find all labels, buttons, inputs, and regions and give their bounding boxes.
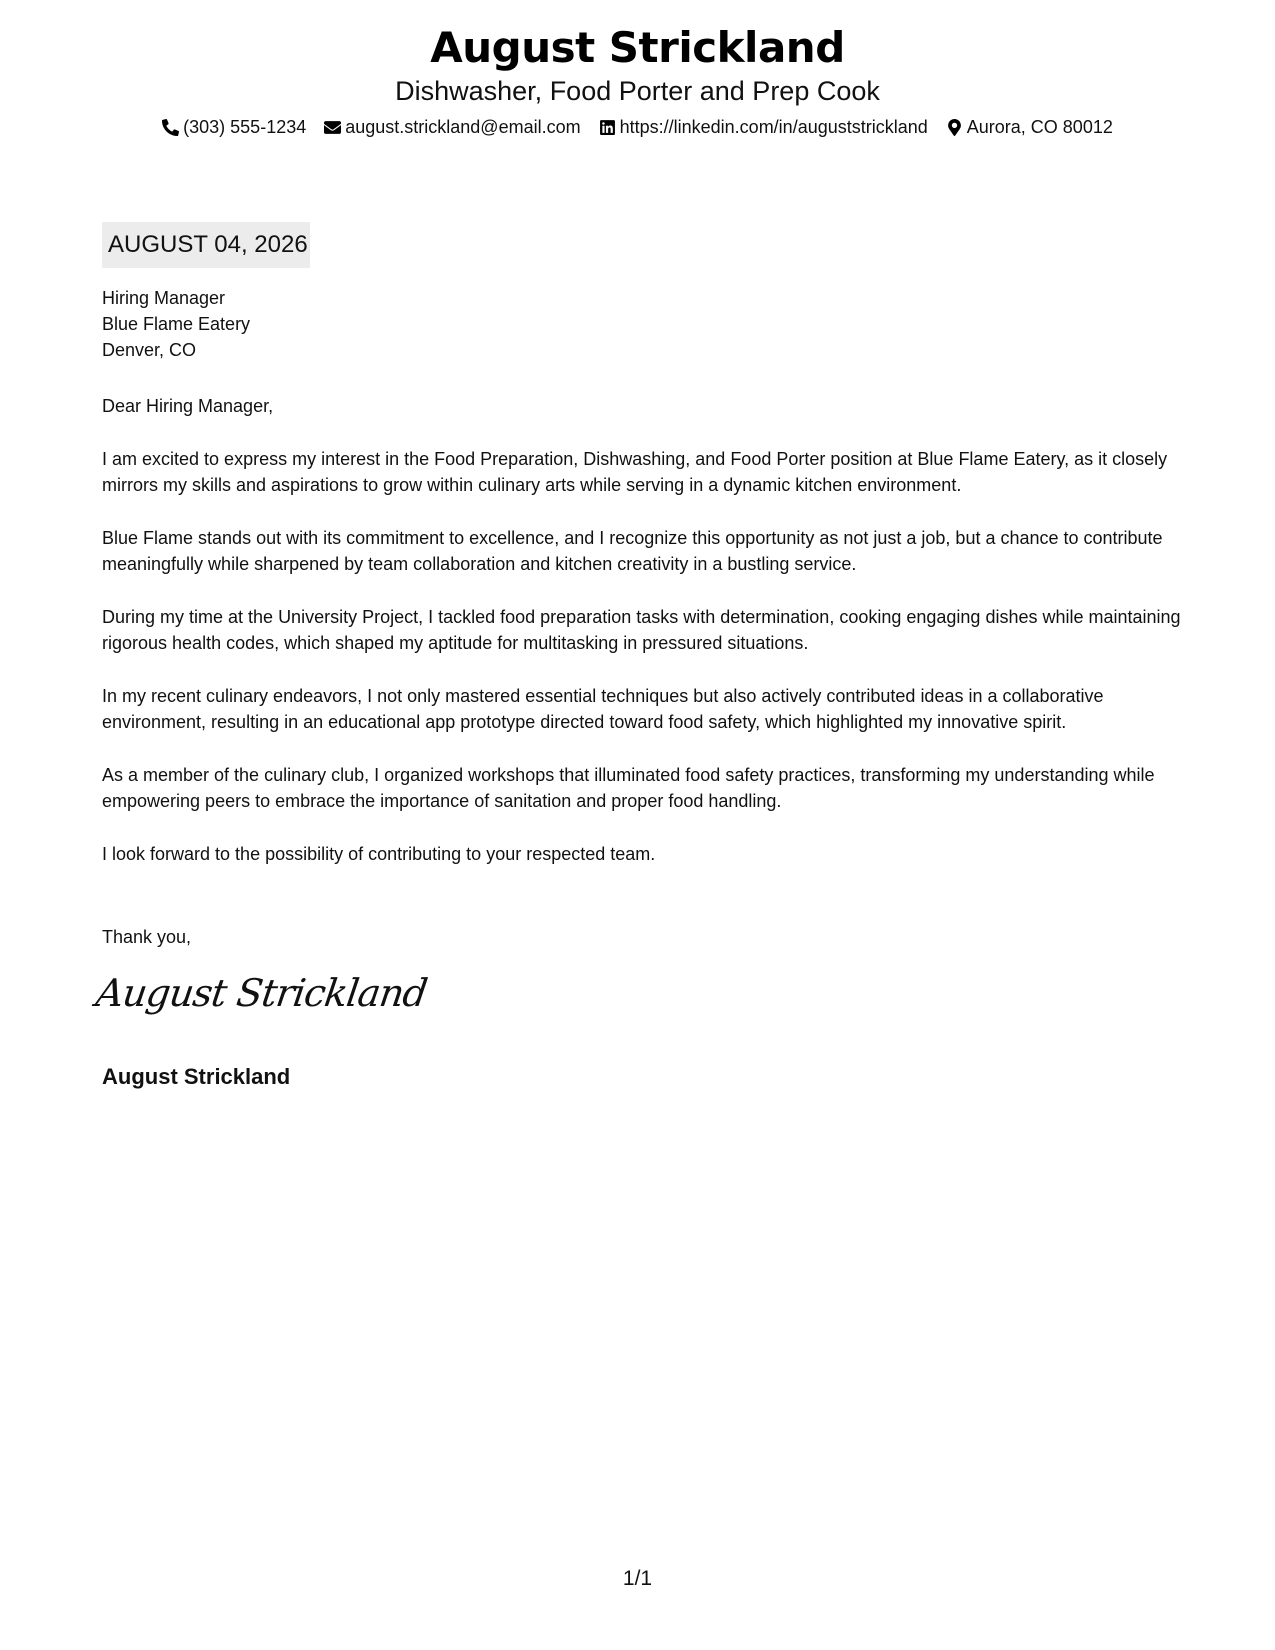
contact-email [324, 114, 580, 140]
recipient-block [102, 285, 1182, 363]
phone-number: (303) 555-1234 [183, 117, 307, 137]
map-marker-icon [946, 119, 963, 136]
letter-date: AUGUST 04, 2026 [102, 222, 310, 268]
contact-location [946, 114, 1113, 140]
email-address: august.strickland@email.com [345, 117, 581, 137]
body-paragraph: Blue Flame stands out with its commitment to excellence, and I recognize this opportunity as not just a job, but a chance to contribute meaningfully while sharpened by team collaboration and kitchen creativity in a bustling service. [102, 528, 1163, 574]
location-text: Aurora, CO 80012 [966, 117, 1113, 137]
body-paragraph: As a member of the culinary club, I organized workshops that illuminated food safety practices, transforming my understanding while empowering peers to embrace the importance of sanitation and proper food handling. [102, 765, 1155, 811]
salutation: Dear Hiring Manager, [102, 396, 274, 416]
recipient-company: Blue Flame Eatery [102, 314, 251, 334]
contact-info [0, 114, 1275, 140]
job-title: Dishwasher, Food Porter and Prep Cook [395, 76, 880, 106]
body-paragraph: I am excited to express my interest in the Food Preparation, Dishwashing, and Food Porter position at Blue Flame Eatery, as it closely mirrors my skills and aspirations to grow within culinary arts while serving in a dynamic kitchen environment. [102, 449, 1168, 495]
letter-header [0, 22, 1275, 140]
linkedin-url: https://linkedin.com/in/auguststrickland [619, 117, 928, 137]
phone-icon [162, 119, 179, 136]
signature-text: August Strickland [93, 972, 430, 1016]
page-number: 1/1 [622, 1567, 653, 1590]
recipient-title: Hiring Manager [102, 288, 226, 308]
envelope-icon [324, 119, 341, 136]
signature-image [93, 968, 430, 1020]
contact-linkedin [599, 114, 928, 140]
letter-body [102, 446, 1182, 894]
recipient-location: Denver, CO [102, 340, 197, 360]
linkedin-icon [599, 119, 616, 136]
signed-name: August Strickland [102, 1064, 291, 1089]
body-paragraph: During my time at the University Project, I tackled food preparation tasks with determination, cooking engaging dishes while maintaining rigorous health codes, which shaped my aptitude for multitasking in pressured situations. [102, 607, 1181, 653]
body-paragraph: In my recent culinary endeavors, I not only mastered essential techniques but also actively contributed ideas in a collaborative environment, resulting in an educational app prototype directed toward food safety, which highlighted my innovative spirit. [102, 686, 1104, 732]
body-paragraph: I look forward to the possibility of contributing to your respected team. [102, 844, 656, 864]
contact-phone [162, 114, 306, 140]
closing: Thank you, [102, 927, 192, 947]
applicant-name: August Strickland [430, 23, 845, 72]
